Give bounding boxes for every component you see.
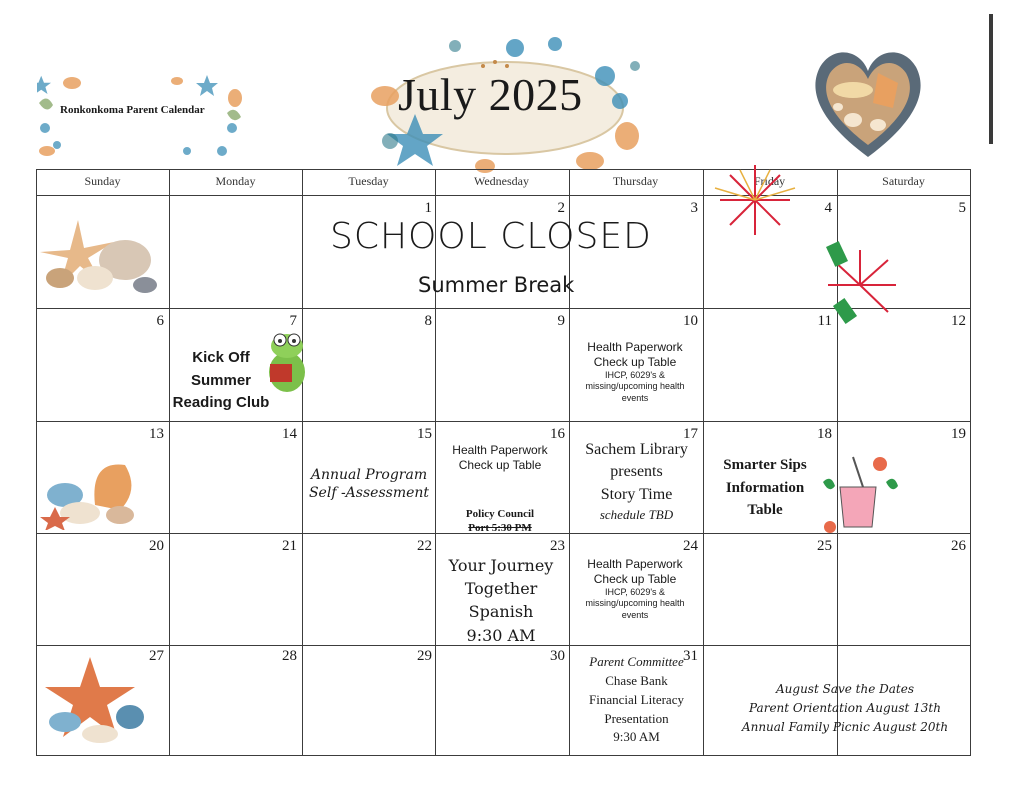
day-number: 2 [557, 200, 565, 216]
event-line: Reading Club [172, 394, 270, 411]
event-annual-program [302, 467, 436, 502]
day-number: 14 [282, 426, 297, 442]
event-health-paperwork [570, 340, 700, 404]
event-line: August Save the Dates [776, 682, 914, 696]
grid-line [36, 195, 971, 196]
event-line: Check up Table [593, 355, 677, 369]
event-line: Presentation [604, 710, 669, 726]
event-line: missing/upcoming health [585, 598, 685, 609]
event-line: Check up Table [593, 572, 677, 586]
day-number: 13 [149, 426, 164, 442]
day-number: 6 [156, 313, 164, 329]
weekday-header: Wednesday [473, 174, 529, 188]
day-number: 3 [690, 200, 698, 216]
day-number: 11 [817, 313, 832, 329]
event-line: IHCP, 6029's & [604, 370, 666, 380]
day-number: 21 [282, 538, 297, 554]
event-line: presents [610, 463, 663, 481]
event-line: Financial Literacy [589, 691, 684, 707]
starfish-shells-icon [40, 652, 150, 747]
seashells-icon [40, 210, 160, 300]
event-line: Together [464, 579, 538, 599]
august-save-the-dates [714, 680, 976, 738]
day-number: 7 [289, 313, 297, 329]
event-kickoff-reading-club [171, 347, 271, 415]
grid-line [169, 169, 170, 756]
day-number: 15 [417, 426, 432, 442]
day-number: 18 [817, 426, 832, 442]
event-line: Story Time [600, 485, 673, 503]
event-line: 9:30 AM [466, 625, 536, 645]
day-number: 19 [951, 426, 966, 442]
event-line: Smarter Sips [723, 457, 807, 473]
day-number: 8 [424, 313, 432, 329]
weekday-header: Thursday [612, 174, 659, 188]
grid-line [36, 421, 971, 422]
summer-break-label: Summer Break [418, 273, 575, 297]
event-policy-council [440, 508, 560, 536]
event-parent-committee [570, 653, 703, 747]
event-line: Chase Bank [605, 672, 668, 688]
day-number: 17 [683, 426, 698, 442]
event-your-journey [436, 554, 566, 647]
event-line: Self -Assessment [308, 484, 430, 501]
day-number: 22 [417, 538, 432, 554]
scan-edge [989, 14, 993, 144]
event-line: IHCP, 6029's & [604, 587, 666, 597]
event-line: Summer [190, 371, 252, 389]
grid-line [36, 755, 971, 756]
event-smarter-sips [705, 454, 825, 522]
event-line: Parent Committee [589, 654, 684, 669]
grid-line [36, 169, 971, 170]
grid-line [36, 169, 37, 756]
event-line: Annual Program [310, 467, 428, 483]
event-line: events [621, 609, 649, 620]
event-line: Spanish [468, 602, 534, 622]
day-number: 30 [550, 648, 565, 664]
firework-icon [705, 160, 805, 240]
drink-icon [818, 452, 900, 537]
event-line: schedule TBD [599, 507, 674, 523]
day-number: 26 [951, 538, 966, 554]
day-number: 9 [557, 313, 565, 329]
day-number: 23 [550, 538, 565, 554]
day-number: 10 [683, 313, 698, 329]
event-line: Table [747, 502, 783, 518]
event-line: Kick Off [192, 349, 250, 366]
grid-line [302, 169, 303, 756]
event-line: Policy Council [465, 508, 535, 520]
day-number: 16 [550, 426, 565, 442]
event-line: Parent Orientation August 13th [749, 701, 941, 716]
day-number: 25 [817, 538, 832, 554]
event-line: Annual Family Picnic August 20th [741, 720, 949, 735]
event-line: Sachem Library [585, 441, 688, 458]
event-sachem-library [570, 439, 703, 524]
event-health-paperwork [440, 443, 560, 473]
grid-line [703, 169, 704, 756]
weekday-header: Saturday [882, 174, 925, 188]
day-number: 29 [417, 648, 432, 664]
event-line: Port 5:30 PM [468, 521, 532, 534]
weekday-header: Sunday [84, 174, 121, 188]
school-closed-banner: SCHOOL CLOSED [330, 216, 652, 257]
event-line: Health Paperwork [452, 443, 548, 457]
event-line: Health Paperwork [587, 557, 683, 571]
firework-rocket-icon [808, 240, 908, 335]
badge-title: Ronkonkoma Parent Calendar [60, 104, 205, 116]
event-line: Your Journey [448, 556, 554, 575]
event-line: events [621, 392, 649, 403]
weekday-header: Friday [753, 174, 786, 188]
weekday-header: Monday [215, 174, 256, 188]
heart-icon [808, 45, 928, 160]
event-line: 9:30 AM [613, 729, 660, 745]
day-number: 20 [149, 538, 164, 554]
day-number: 24 [683, 538, 698, 554]
day-number: 31 [683, 648, 698, 664]
day-number: 1 [424, 200, 432, 216]
event-line: missing/upcoming health [585, 381, 685, 392]
weekday-header: Tuesday [348, 174, 389, 188]
grid-line [970, 169, 971, 756]
event-line: Check up Table [458, 458, 542, 472]
day-number: 5 [958, 200, 966, 216]
day-number: 28 [282, 648, 297, 664]
day-number: 4 [824, 200, 832, 216]
event-health-paperwork [570, 557, 700, 621]
day-number: 12 [951, 313, 966, 329]
calendar-title: July 2025 [398, 69, 583, 120]
event-line: Information [725, 479, 805, 496]
day-number: 27 [149, 648, 164, 664]
heart-seashells-image [808, 45, 928, 160]
seashells-icon [40, 455, 140, 530]
event-line: Health Paperwork [587, 340, 683, 354]
grid-line [435, 169, 436, 756]
